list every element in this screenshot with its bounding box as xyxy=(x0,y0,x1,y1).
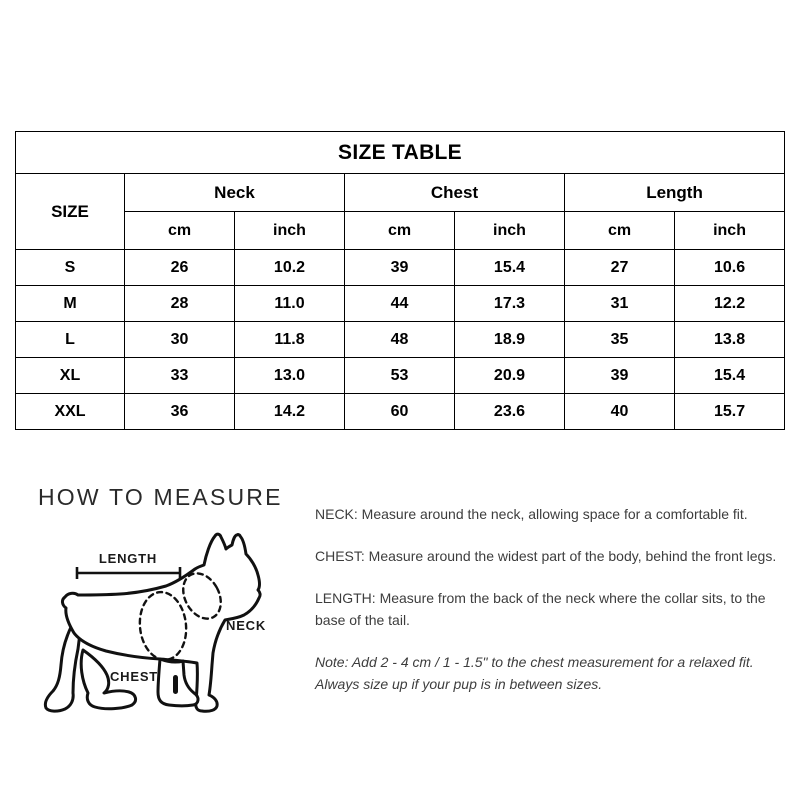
cell: 33 xyxy=(125,358,235,394)
cell: 27 xyxy=(565,250,675,286)
cell: 36 xyxy=(125,394,235,430)
unit-header: cm xyxy=(125,212,235,250)
cell: 10.2 xyxy=(235,250,345,286)
note-text: Note: Add 2 - 4 cm / 1 - 1.5" to the chest measurement for a relaxed fit. Always size up if your pup is in between sizes. xyxy=(315,654,754,692)
cell: 10.6 xyxy=(675,250,785,286)
table-row-m xyxy=(16,286,785,322)
size-label: S xyxy=(16,250,125,286)
length-instruction: LENGTH: Measure from the back of the neck where the collar sits, to the base of the tail. xyxy=(315,590,766,628)
cell: 18.9 xyxy=(455,322,565,358)
cell: 15.7 xyxy=(675,394,785,430)
dog-near-front-leg xyxy=(158,659,198,706)
cell: 26 xyxy=(125,250,235,286)
neck-label: NECK xyxy=(226,618,267,633)
leg-marking xyxy=(173,675,178,694)
cell: 30 xyxy=(125,322,235,358)
length-label: LENGTH xyxy=(98,551,158,566)
cell: 48 xyxy=(345,322,455,358)
table-row-s xyxy=(16,250,785,286)
size-table xyxy=(15,131,785,430)
cell: 11.0 xyxy=(235,286,345,322)
table-row-xxl xyxy=(16,394,785,430)
chest-label: CHEST xyxy=(109,669,159,684)
cell: 39 xyxy=(345,250,455,286)
unit-header: cm xyxy=(565,212,675,250)
chest-instruction: CHEST: Measure around the widest part of the body, behind the front legs. xyxy=(315,548,777,564)
dog-far-rear-leg xyxy=(45,625,80,711)
dog-measurement-diagram xyxy=(32,525,312,725)
cell: 53 xyxy=(345,358,455,394)
size-table-section xyxy=(15,131,785,430)
cell: 14.2 xyxy=(235,394,345,430)
unit-header: cm xyxy=(345,212,455,250)
cell: 13.0 xyxy=(235,358,345,394)
neck-instruction: NECK: Measure around the neck, allowing space for a comfortable fit. xyxy=(315,506,748,522)
cell: 35 xyxy=(565,322,675,358)
cell: 15.4 xyxy=(675,358,785,394)
size-label: XL xyxy=(16,358,125,394)
measure-instructions xyxy=(315,503,797,715)
cell: 28 xyxy=(125,286,235,322)
cell: 31 xyxy=(565,286,675,322)
size-label: M xyxy=(16,286,125,322)
size-label: L xyxy=(16,322,125,358)
cell: 12.2 xyxy=(675,286,785,322)
cell: 60 xyxy=(345,394,455,430)
cell: 13.8 xyxy=(675,322,785,358)
cell: 15.4 xyxy=(455,250,565,286)
size-table-title: SIZE TABLE xyxy=(16,132,785,174)
cell: 20.9 xyxy=(455,358,565,394)
size-label: XXL xyxy=(16,394,125,430)
how-to-measure-heading: HOW TO MEASURE xyxy=(38,484,283,510)
cell: 17.3 xyxy=(455,286,565,322)
cell: 40 xyxy=(565,394,675,430)
cell: 23.6 xyxy=(455,394,565,430)
unit-header: inch xyxy=(675,212,785,250)
cell: 39 xyxy=(565,358,675,394)
cell: 44 xyxy=(345,286,455,322)
size-column-header: SIZE xyxy=(16,174,125,250)
unit-header: inch xyxy=(235,212,345,250)
cell: 11.8 xyxy=(235,322,345,358)
group-header-neck: Neck xyxy=(125,174,345,212)
table-row-xl xyxy=(16,358,785,394)
table-row-l xyxy=(16,322,785,358)
unit-header: inch xyxy=(455,212,565,250)
group-header-chest: Chest xyxy=(345,174,565,212)
group-header-length: Length xyxy=(565,174,785,212)
